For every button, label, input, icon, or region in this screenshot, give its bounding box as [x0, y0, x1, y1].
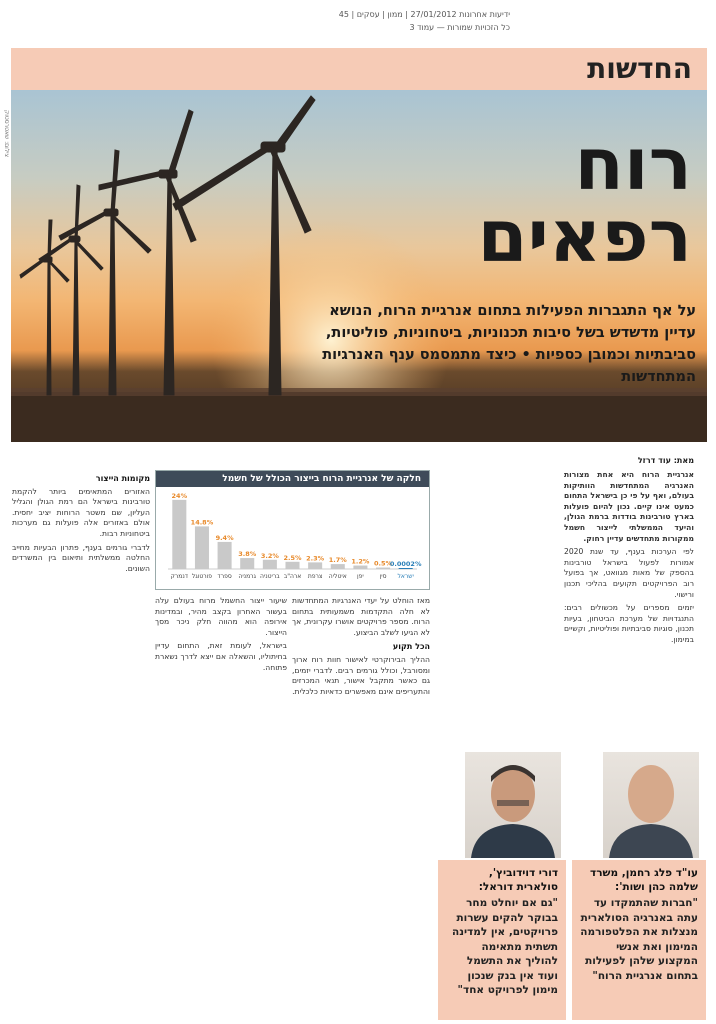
byline: מאת: עוד דרזל — [637, 456, 694, 465]
chart-plot — [156, 487, 429, 589]
chart-category-label: ארה"ב — [283, 573, 302, 580]
chart-bar — [353, 566, 367, 569]
header-line-2: כל הזכויות שמורות — עמוד 3 — [409, 23, 510, 32]
chart-title: חלקה של אנרגיית הרוח בייצור הכולל של חשמל — [156, 471, 429, 487]
quote-right-text: "גם אם יוחלט מחר בבוקר להקים עשרות פרויקטים, אין למדינה תשתית מתאימה להוליך את התשמל ועוד אין בנק שנכון מימון לפרויקט אחד" — [451, 897, 558, 996]
col2-paragraph-2: ההליך הבירוקרטי לאישור חוות רוח ארוך ומסורבל, וכולל גורמים רבים. לדברי יזמים, גם כאשר מתקבל אישור, תנאי המכרזים והתעריפים אינם מאפשרים כדאיות כלכלית. — [292, 654, 430, 696]
col1-paragraph-1: אנרגיית הרוח היא אחת מצורות האנרגיה המתחדשות הוותיקות בעולם, ואף על פי כן בישראל התחום כמעט אינו קיים. נכון להיום פועלות בארץ טורבינות בודדות ברמת הגולן, והיעד הממשלתי לייצור חשמל ממקורות מתחדשים עדיין רחוק. — [564, 470, 694, 543]
subheadline: על אף התגברות הפעילות בתחום אנרגיית הרוח, הנושא עדיין מדשדש בשל סיבות תכנוניות, ביטחוניות, פוליטיות, סביבתיות וכמובן כספיות • כיצד מתמסמס ענף האנרגיות המתחדשות — [322, 303, 696, 385]
col3-paragraph-4: לדברי גורמים בענף, פתרון הבעיות מחייב החלטה ממשלתית ותיאום בין המשרדים השונים. — [12, 542, 150, 573]
col2-subheading: הכל תקוע — [392, 642, 430, 652]
person-silhouette-icon — [603, 752, 699, 858]
col1-paragraph-2: לפי הערכות בענף, עד שנת 2020 אמורות לפעול בישראל טורבינות בהספק של מאות מגוואט, אך בפועל רוב הפרויקטים תקועים בהליכי תכנון ורישוי. — [564, 547, 694, 599]
chart-value-label: 2.3% — [306, 554, 325, 563]
chart-category-label: איטליה — [328, 573, 347, 580]
col3-paragraph-1: שיעור ייצור החשמל מרוח בעולם עלה בעשור האחרון בקצב מהיר, ובמדינות אירופה הוא מהווה חלק ניכר מסך הייצור. — [155, 596, 287, 637]
chart-category-label: ישראל — [397, 573, 414, 580]
article-column-2 — [292, 596, 430, 1018]
chart-bar — [263, 560, 277, 569]
quote-right — [438, 860, 566, 1020]
section-title: החדשות — [587, 52, 692, 85]
chart-value-label: 0.5% — [374, 559, 393, 568]
photo-credit: צילום: שאטרסטוק — [3, 110, 10, 158]
chart-value-label: 1.2% — [351, 557, 370, 566]
chart-category-label: צרפת — [307, 573, 323, 580]
chart-bar — [195, 526, 209, 569]
col2-paragraph-1: מאז הוחלט על יעדי האנרגיות המתחדשות לא חלה התקדמות משמעותית בתחום הרוח. מספר פרויקטים אושרו עקרונית, אך לא הגיעו לשלב הביצוע. — [292, 596, 430, 637]
col3-paragraph-2: בישראל, לעומת זאת, התחום עדיין בחיתוליו, והשאלה אם ייצא לדרך נשארת פתוחה. — [155, 641, 287, 672]
chart-value-label: 3.8% — [238, 550, 257, 559]
chart-value-label: 9.4% — [215, 533, 234, 542]
article-column-1 — [564, 470, 694, 748]
col3-paragraph-3: האזורים המתאימים ביותר להקמת טורבינות בישראל הם רמת הגולן והגליל העליון, שם משטר הרוחות יציב יחסית. אולם באזורים אלה פועלות גם מערכות ביטחוניות רבות. — [12, 486, 150, 538]
page-header-info — [240, 8, 510, 34]
chart-bar — [399, 568, 413, 569]
person-silhouette-icon — [465, 752, 561, 858]
chart-category-label: בריטניה — [259, 573, 280, 580]
portrait-left — [603, 752, 699, 858]
quote-left-text: "חברות שהתמקדו עד עתה באנרגיה הסולארית מנצלות את הפלטפורמה המימון ואת אנשי המקצוע שלהן לפעילות בתחום אנרגיית הרוח" — [580, 897, 698, 982]
chart-value-label: 1.7% — [328, 556, 347, 565]
headline — [432, 122, 692, 278]
article-column-2b — [155, 596, 287, 1018]
chart-bar — [218, 542, 232, 569]
chart-category-label: ספרד — [217, 573, 232, 580]
quote-left-name: עו"ד פלג רחמן, משרד שלמה כהן ושות': — [590, 867, 698, 893]
chart-category-label: פורטוגל — [191, 573, 213, 580]
chart-category-label: יפן — [357, 573, 364, 580]
chart-value-label: 3.2% — [260, 551, 279, 560]
chart-value-label: 0.0002% — [389, 560, 422, 568]
col1-paragraph-3: יזמים מספרים על מכשולים רבים: התנגדויות של מערכת הביטחון, בעיות תכנון, סוגיות סביבתיות ופוליטיות, וקשיים במימון. — [564, 603, 694, 644]
chart-category-label: דנמרק — [170, 573, 189, 580]
headline-line-2: רפאים — [477, 194, 692, 278]
quote-left — [572, 860, 706, 1020]
chart-bar — [331, 564, 345, 569]
chart-value-label: 14.8% — [190, 518, 214, 527]
chart-category-label: גרמניה — [238, 573, 257, 580]
chart-bar — [240, 558, 254, 569]
chart-bar — [285, 562, 299, 569]
col3-subheading: מקומות הייצור — [95, 474, 150, 483]
header-line-1: ידיעות אחרונות 27/01/2012 | ממון | עסקים | 45 — [338, 10, 510, 19]
chart-value-label: 24% — [171, 491, 188, 500]
headline-line-1: רוח — [574, 122, 692, 206]
wind-share-chart — [155, 470, 430, 590]
chart-value-label: 2.5% — [283, 553, 302, 562]
chart-bar — [172, 500, 186, 569]
quote-right-name: דורי דוידוביץ', סולארית דוראל: — [478, 867, 558, 893]
chart-bar — [308, 562, 322, 569]
chart-category-label: סין — [379, 573, 387, 580]
chart-bar — [376, 568, 390, 569]
article-column-3 — [12, 470, 150, 1018]
portrait-right — [465, 752, 561, 858]
